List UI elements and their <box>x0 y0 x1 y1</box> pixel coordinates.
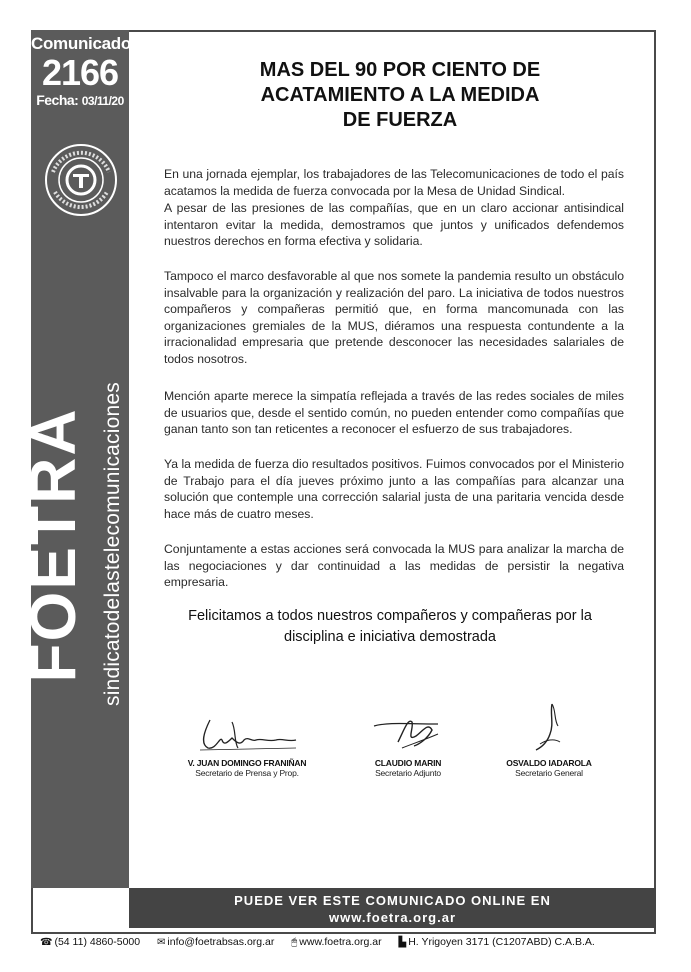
paragraph-1: En una jornada ejemplar, los trabajadores de las Telecomunicaciones de todo el país acatamos la medida de fuerza convocada por la Mesa de Unidad Sindical. <box>164 167 624 198</box>
paragraph-5: Ya la medida de fuerza dio resultados positivos. Fuimos convocados por el Ministerio de Trabajo para el día jueves próximo junto a las compañías para alcanzar una solución que contemple una corrección salarial justa de una paritaria vencida desde hace más de cuatro meses. <box>164 457 624 521</box>
closing-line-1: Felicitamos a todos nuestros compañeros y compañeras por la <box>188 608 592 624</box>
title-line-1: MAS DEL 90 POR CIENTO DE <box>259 59 541 81</box>
fecha-label: Fecha: <box>36 92 79 108</box>
page-title <box>200 58 600 133</box>
footer-phone[interactable] <box>40 936 140 948</box>
org-subtitle: sindicatodelastelecomunicaciones <box>101 382 124 706</box>
signature-role: Secretario General <box>515 768 583 778</box>
closing-line-2: disciplina e iniciativa demostrada <box>284 629 496 645</box>
mouse-icon: 🖱 <box>291 937 298 948</box>
banner-line-1: PUEDE VER ESTE COMUNICADO ONLINE EN <box>234 893 551 908</box>
org-vertical-text <box>17 370 129 730</box>
banner-website-link[interactable]: www.foetra.org.ar <box>328 910 457 925</box>
footer-web[interactable] <box>291 936 381 948</box>
contact-footer <box>40 936 660 948</box>
phone-icon: ☎ <box>40 937 53 948</box>
comunicado-number: 2166 <box>41 52 119 93</box>
signature-block-marin <box>333 712 483 778</box>
signature-iadarola-icon <box>514 700 584 756</box>
title-line-3: DE FUERZA <box>342 109 458 131</box>
fecha-value: 03/11/20 <box>81 94 124 108</box>
closing-statement <box>170 606 610 648</box>
paragraph-4: Mención aparte merece la simpatía reflejada a través de las redes sociales de miles de usuarios que, desde el sentido común, no pueden entender como compañías que ganan tanto son tan reticentes a reconocer el esfuerzo de sus trabajadores. <box>164 389 624 436</box>
address-text: H. Yrigoyen 3171 (C1207ABD) C.A.B.A. <box>408 936 595 948</box>
signature-block-franinan <box>172 712 322 778</box>
email-icon: ✉ <box>157 937 166 948</box>
org-name: FOETRA <box>17 407 89 683</box>
paragraph-2: A pesar de las presiones de las compañías, que en un claro accionar antisindical intentaron evitar la medida, demostramos que juntos y unificados defendemos nuestros derechos en forma efectiva y solidaria. <box>164 201 624 248</box>
paragraph-3: Tampoco el marco desfavorable al que nos somete la pandemia resulto un obstáculo insalvable para la organización y realización del paro. La iniciativa de todos nuestros compañeros y compañeras permitió que, en forma mancomunada con las organizaciones gremiales de la MUS, diéramos una respuesta contundente a la irracionalidad empresaria que pretende desconocer las necesidades salariales de todos nosotros. <box>164 269 624 366</box>
web-text: www.foetra.org.ar <box>299 936 382 948</box>
comunicado-label: Comunicado <box>31 34 131 53</box>
footer-address <box>399 936 595 948</box>
signature-block-iadarola <box>474 700 624 778</box>
signature-name: V. JUAN DOMINGO FRANIÑAN <box>187 758 307 768</box>
building-icon: ▙ <box>398 937 407 948</box>
paragraph-6: Conjuntamente a estas acciones será convocada la MUS para analizar la marcha de las negociaciones y dar continuidad a las medidas de persistir la negativa empresaria. <box>164 542 624 589</box>
comunicado-date <box>31 92 129 108</box>
title-line-2: ACATAMIENTO A LA MEDIDA <box>260 84 540 106</box>
email-text: info@foetrabsas.org.ar <box>167 936 275 948</box>
signature-franinan-icon <box>192 712 302 756</box>
phone-text: (54 11) 4860-5000 <box>54 936 141 948</box>
cgt-seal-icon <box>43 142 119 218</box>
online-banner <box>129 888 656 928</box>
signature-name: CLAUDIO MARIN <box>374 758 442 768</box>
signature-marin-icon <box>368 712 448 756</box>
signature-name: OSVALDO IADAROLA <box>506 758 592 768</box>
footer-email[interactable] <box>157 936 274 948</box>
signature-role: Secretario de Prensa y Prop. <box>195 768 299 778</box>
signature-role: Secretario Adjunto <box>375 768 441 778</box>
sidebar <box>17 30 131 888</box>
